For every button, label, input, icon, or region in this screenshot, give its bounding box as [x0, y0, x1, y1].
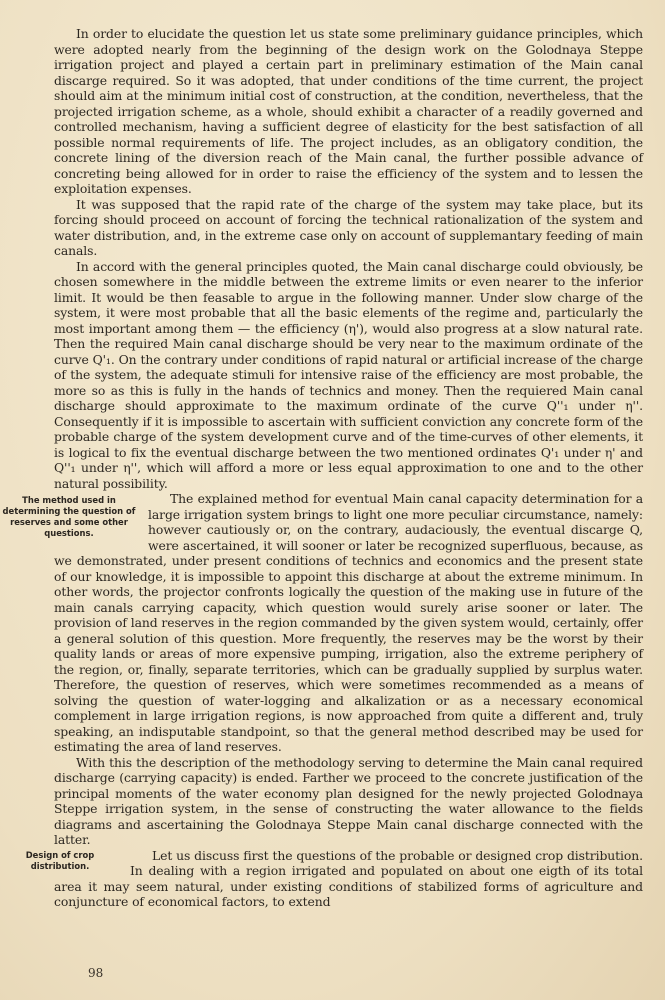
page-number: 98 — [88, 966, 104, 980]
paragraph-crop-distribution: Let us discuss first the questions of the probable or designed crop distribution. In dealing with a region irrigated and populated on about one eigth of its total area it may seem natural, under existing conditions of stabilized forms of agriculture and conjuncture of economical factors, to extend — [54, 847, 643, 909]
section-method-reserves — [2, 491, 643, 755]
paragraph-guidance-principles: In order to elucidate the question let us state some preliminary guidance principles, which were adopted nearly from the beginning of the design work on the Golodnaya Steppe irrigation project and played a certain part in preliminary estimation of the Main canal discarge required. So it was adopted, that under conditions of the time current, the project should aim at the minimum initial cost of construction, at the condition, nevertheless, that the projected irrigation scheme, as a whole, should exhibit a character of a readily governed and controlled mechanism, having a sufficient degree of elasticity for the best satisfaction of all possible normal requirements of life. The project includes, as an obligatory condition, the concrete lining of the diversion reach of the Main canal, the further possible advance of concreting being allowed for in order to raise the efficiency of the system and to lessen the exploitation expenses. — [54, 26, 643, 196]
paragraph-rapid-charge: It was supposed that the rapid rate of the charge of the system may take place, but its forcing should proceed on account of forcing the technical rationalization of the system and water distribution, and, in the extreme case only on account of supplemantary feeding of main canals. — [54, 196, 643, 258]
paragraph-method-reserves: The explained method for eventual Main canal capacity determination for a large irrigation system brings to light one more peculiar circumstance, namely: however cautiously or, on the contrary, audaciously, the eventual discarge Q, were ascertained, it will sooner or later be recognized superfluous, because, as we demonstrated, under present conditions of technics and economics and the present state of our knowledge, it is impossible to appoint this discharge at about the extreme minimum. In other words, the projector confronts logically the question of the making use in future of the main canals carrying capacity, which question would surely arise sooner or later. The provision of land reserves in the region commanded by the given system would, certainly, offer a general solution of this question. More frequently, the reserves may be the worst by their quality lands or areas of more expensive pumping, irrigation, also the extreme periphery of the region, or, finally, separate territories, which can be gradually supplied by surplus water. Therefore, the question of reserves, which were sometimes recommended as a means of solving the question of water-logging and alkalization or as a necessary economical complement in large irrigation regions, is now approached from quite a different and, truly speaking, an indisputable standpoint, so that the general method described may be used for estimating the area of land reserves. — [54, 491, 643, 754]
paragraph-main-canal-discharge: In accord with the general principles quoted, the Main canal discharge could obviously, be chosen somewhere in the middle between the extreme limits or even nearer to the inferior limit. It would be then feasable to argue in the following manner. Under slow charge of the system, it were most probable that all the basic elements of the regime and, particularly the most important among them — the efficiency (η'), would also progress at a slow natural rate. Then the required Main canal discharge should be very near to the maximum ordinate of the curve Q'₁. On the contrary under conditions of rapid natural or artificial increase of the charge of the system, the adequate stimuli for intensive raise of the efficiency are most probable, the more so as this is fully in the hands of technics and money. Then the requiered Main canal discharge should approximate to the maximum ordinate of the curve Q''₁ under η''. Consequently if it is impossible to ascertain with sufficient conviction any concrete form of the probable charge of the system development curve and of the time-curves of other elements, it is logical to fix the eventual discharge between the two mentioned ordinates Q'₁ under η' and Q''₁ under η'', which will afford a more or less equal approximation to one and to the other natural possibility. — [54, 258, 643, 491]
paragraph-methodology-end: With this the description of the methodology serving to determine the Main canal required discharge (carrying capacity) is ended. Farther we proceed to the concrete justification of the principal moments of the water economy plan designed for the newly projected Golodnaya Steppe irrigation system, in the sense of constructing the water allowance to the fields diagrams and ascertaining the Golodnaya Steppe Main canal discharge connected with the latter. — [54, 754, 643, 847]
section-crop-distribution — [25, 847, 643, 910]
margin-note-crop: Design of crop distribution. — [25, 849, 95, 871]
margin-note-method: The method used in determining the question of reserves and some other questions. — [2, 495, 136, 538]
